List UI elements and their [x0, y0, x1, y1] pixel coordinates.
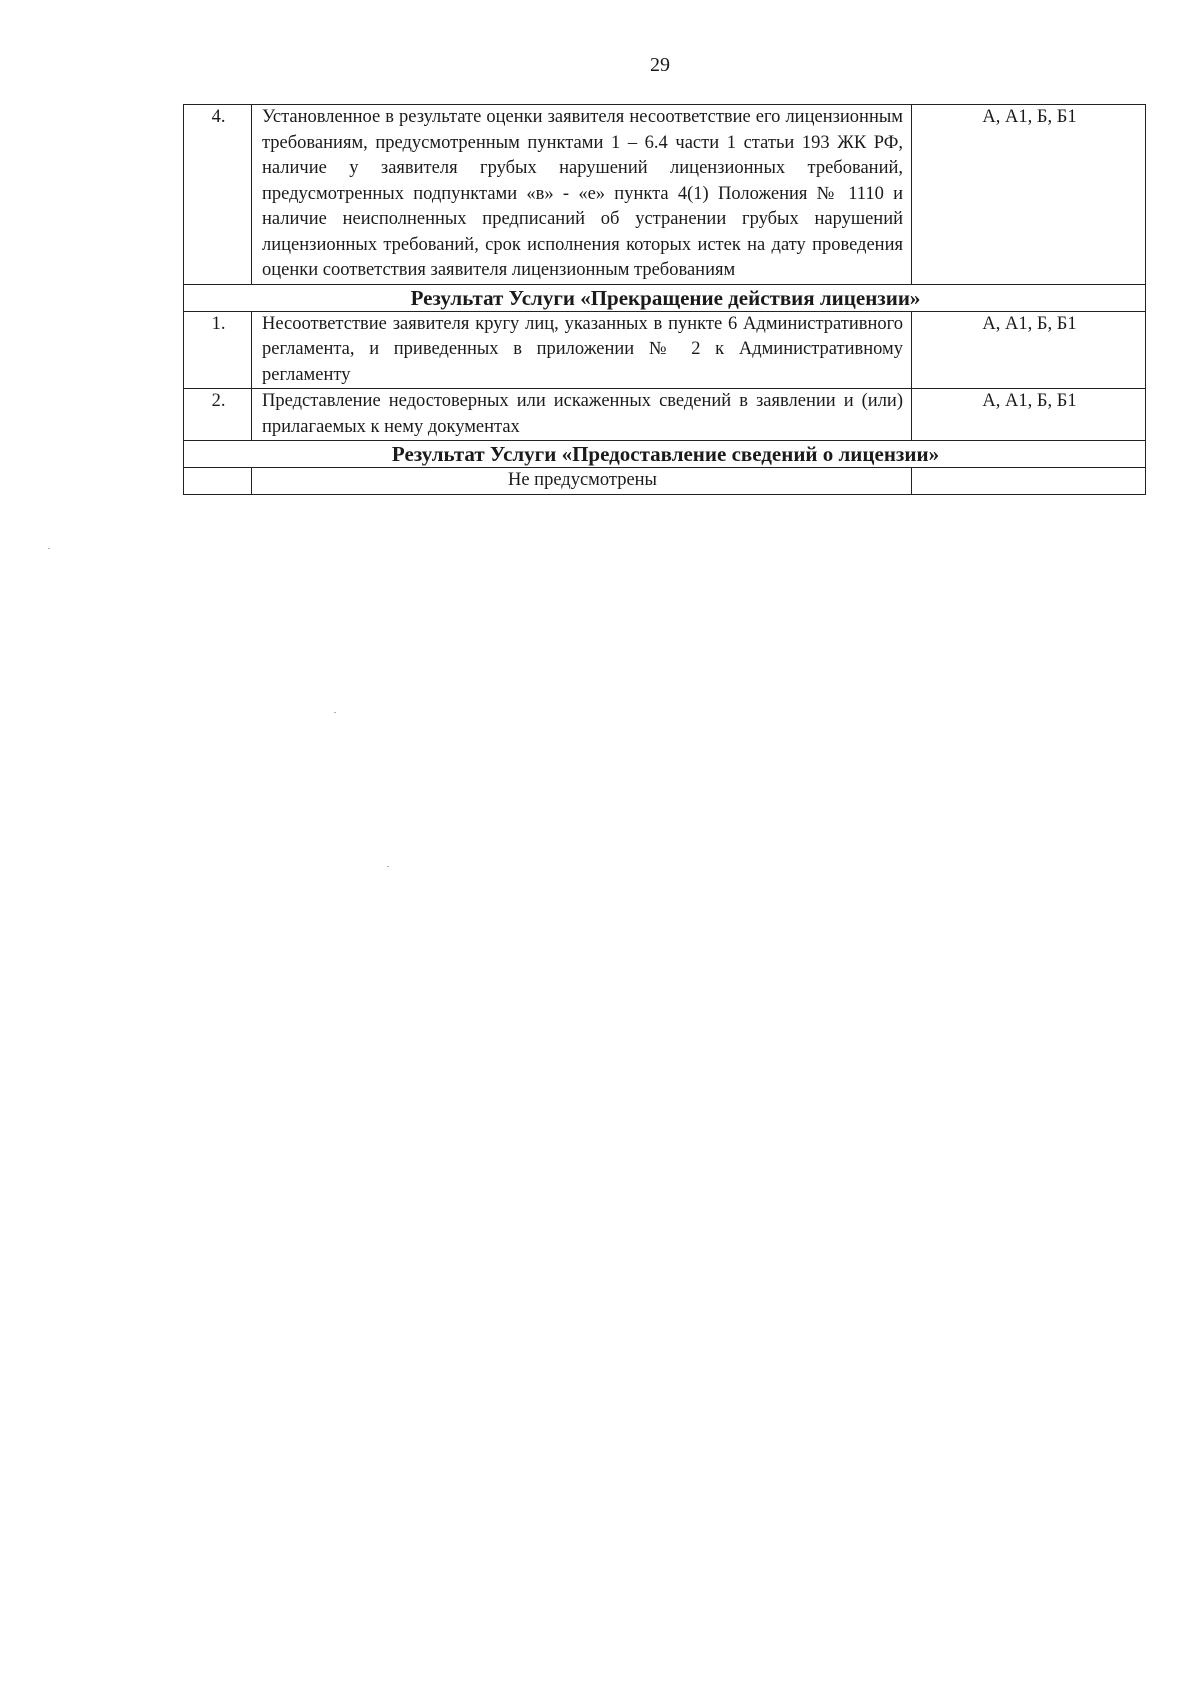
grounds-table — [183, 104, 1146, 495]
row-codes — [912, 468, 1146, 495]
section-row — [184, 441, 1146, 468]
table-row — [184, 105, 1146, 285]
scan-speck — [48, 548, 50, 549]
page-number: 29 — [650, 54, 670, 76]
row-number: 1. — [184, 311, 252, 389]
row-text: Представление недостоверных или искаженных сведений в заявлении и (или) прилагаемых к нему документах — [252, 389, 912, 441]
section-row — [184, 284, 1146, 311]
row-number — [184, 468, 252, 495]
row-codes: А, А1, Б, Б1 — [912, 105, 1146, 285]
row-number: 4. — [184, 105, 252, 285]
row-number: 2. — [184, 389, 252, 441]
scan-speck — [387, 866, 389, 867]
table-row — [184, 389, 1146, 441]
row-text: Установленное в результате оценки заявителя несоответствие его лицензионным требованиям, предусмотренным пунктами 1 – 6.4 части 1 статьи 193 ЖК РФ, наличие у заявителя грубых нарушений лицензионных требований, предусмотренных подпунктами «в» - «е» пункта 4(1) Положения № 1110 и наличие неисполненных предписаний об устранении грубых нарушений лицензионных требований, срок исполнения которых истек на дату проведения оценки соответствия заявителя лицензионным требованиям — [252, 105, 912, 285]
table-row — [184, 311, 1146, 389]
row-codes: А, А1, Б, Б1 — [912, 389, 1146, 441]
table-row — [184, 468, 1146, 495]
row-text: Несоответствие заявителя кругу лиц, указанных в пункте 6 Административного регламента, и приведенных в приложении № 2 к Административному регламенту — [252, 311, 912, 389]
row-codes: А, А1, Б, Б1 — [912, 311, 1146, 389]
scan-speck — [334, 712, 336, 713]
section-title: Результат Услуги «Прекращение действия лицензии» — [184, 284, 1146, 311]
row-text: Не предусмотрены — [252, 468, 912, 495]
section-title: Результат Услуги «Предоставление сведений о лицензии» — [184, 441, 1146, 468]
